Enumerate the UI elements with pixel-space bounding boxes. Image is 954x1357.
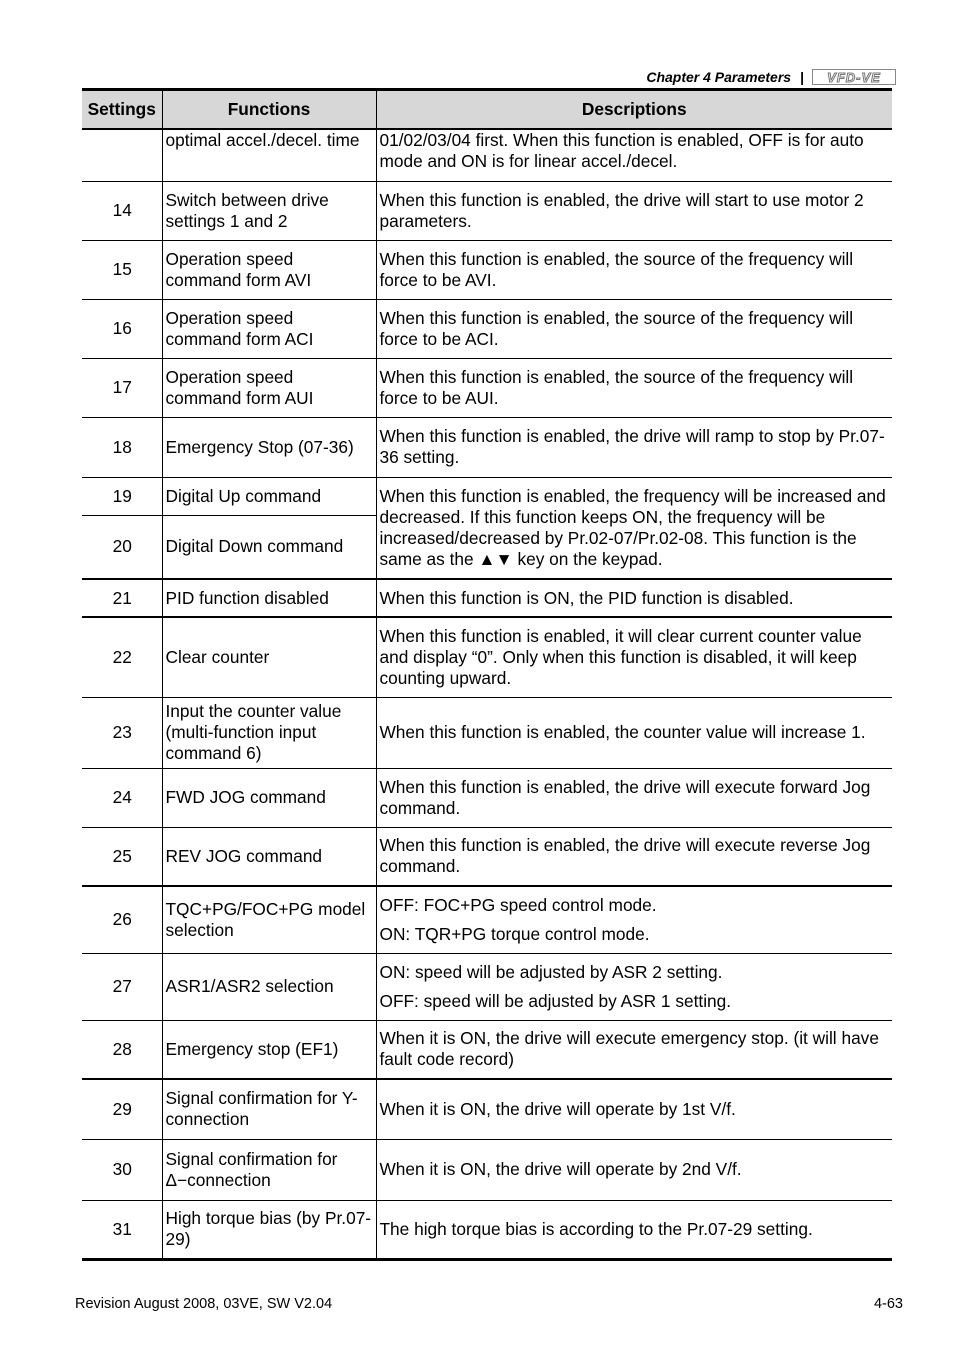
- setting-cell: 21: [82, 579, 162, 617]
- table-row: [82, 240, 892, 299]
- description-cell: [376, 953, 892, 1020]
- function-cell: Signal confirmation for Y-connection: [162, 1079, 376, 1139]
- table-row: [82, 827, 892, 886]
- logo-text: VFD-VE: [827, 69, 881, 85]
- table-row: [82, 129, 892, 181]
- setting-cell: 17: [82, 358, 162, 417]
- function-cell: Signal confirmation for Δ−connection: [162, 1139, 376, 1200]
- parameter-settings-table: [82, 88, 892, 1261]
- description-cell: When this function is enabled, the source of the frequency will force to be ACI.: [376, 299, 892, 358]
- table-row: [82, 1200, 892, 1259]
- function-cell: Emergency Stop (07-36): [162, 417, 376, 477]
- description-line: ON: TQR+PG torque control mode.: [379, 923, 650, 944]
- table-row: [82, 358, 892, 417]
- function-cell: Emergency stop (EF1): [162, 1020, 376, 1079]
- table-row: [82, 477, 892, 515]
- table-header-row: [82, 90, 892, 130]
- setting-cell: 15: [82, 240, 162, 299]
- description-cell: 01/02/03/04 first. When this function is enabled, OFF is for auto mode and ON is for linear accel./decel.: [376, 129, 892, 181]
- setting-cell: 25: [82, 827, 162, 886]
- setting-cell: 14: [82, 181, 162, 240]
- function-cell: optimal accel./decel. time: [162, 129, 376, 181]
- function-cell: Operation speed command form AVI: [162, 240, 376, 299]
- function-cell: TQC+PG/FOC+PG model selection: [162, 886, 376, 953]
- description-cell: When this function is enabled, the source of the frequency will force to be AVI.: [376, 240, 892, 299]
- description-cell: [376, 886, 892, 953]
- table-row: [82, 1079, 892, 1139]
- setting-cell: 31: [82, 1200, 162, 1259]
- function-cell: Input the counter value (multi-function input command 6): [162, 697, 376, 768]
- function-cell: Digital Down command: [162, 515, 376, 579]
- page-number: 4-63: [873, 1296, 903, 1312]
- description-cell-merged: When this function is enabled, the frequency will be increased and decreased. If this function keeps ON, the frequency will be increased/decreased by Pr.02-07/Pr.02-08. This function is the same as the ▲▼ key on the keypad.: [376, 477, 892, 579]
- description-cell: When this function is enabled, the source of the frequency will force to be AUI.: [376, 358, 892, 417]
- table-row: [82, 617, 892, 697]
- table-row: [82, 579, 892, 617]
- setting-cell: 22: [82, 617, 162, 697]
- description-cell: When this function is enabled, the drive will execute reverse Jog command.: [376, 827, 892, 886]
- chapter-title: Chapter 4 Parameters: [646, 69, 792, 85]
- table-row: [82, 1020, 892, 1079]
- table-row: [82, 1139, 892, 1200]
- setting-cell: [82, 129, 162, 181]
- revision-info: Revision August 2008, 03VE, SW V2.04: [75, 1296, 333, 1312]
- table-row: [82, 886, 892, 953]
- table-row: [82, 417, 892, 477]
- table-row: [82, 697, 892, 768]
- header-separator: |: [800, 69, 804, 85]
- col-header-settings: Settings: [82, 90, 162, 130]
- description-cell: When this function is enabled, the drive will start to use motor 2 parameters.: [376, 181, 892, 240]
- setting-cell: 28: [82, 1020, 162, 1079]
- description-cell: When this function is enabled, the drive will ramp to stop by Pr.07-36 setting.: [376, 417, 892, 477]
- setting-cell: 24: [82, 768, 162, 827]
- setting-cell: 27: [82, 953, 162, 1020]
- table-row: [82, 299, 892, 358]
- function-cell: High torque bias (by Pr.07-29): [162, 1200, 376, 1259]
- description-cell: When it is ON, the drive will execute emergency stop. (it will have fault code record): [376, 1020, 892, 1079]
- setting-cell: 20: [82, 515, 162, 579]
- function-cell: REV JOG command: [162, 827, 376, 886]
- setting-cell: 23: [82, 697, 162, 768]
- function-cell: PID function disabled: [162, 579, 376, 617]
- setting-cell: 26: [82, 886, 162, 953]
- setting-cell: 29: [82, 1079, 162, 1139]
- table-row: [82, 953, 892, 1020]
- page-footer: [75, 1296, 903, 1312]
- description-cell: When this function is enabled, the counter value will increase 1.: [376, 697, 892, 768]
- description-cell: When this function is enabled, the drive will execute forward Jog command.: [376, 768, 892, 827]
- description-cell: When this function is ON, the PID function is disabled.: [376, 579, 892, 617]
- description-line: OFF: speed will be adjusted by ASR 1 setting.: [379, 990, 732, 1011]
- function-cell: Digital Up command: [162, 477, 376, 515]
- description-cell: When this function is enabled, it will clear current counter value and display “0”. Only when this function is disabled, it will keep counting upward.: [376, 617, 892, 697]
- page-header: [646, 66, 896, 88]
- table-row: [82, 768, 892, 827]
- function-cell: FWD JOG command: [162, 768, 376, 827]
- setting-cell: 16: [82, 299, 162, 358]
- function-cell: Clear counter: [162, 617, 376, 697]
- col-header-descriptions: Descriptions: [376, 90, 892, 130]
- setting-cell: 18: [82, 417, 162, 477]
- description-cell: When it is ON, the drive will operate by 2nd V/f.: [376, 1139, 892, 1200]
- setting-cell: 30: [82, 1139, 162, 1200]
- description-cell: When it is ON, the drive will operate by 1st V/f.: [376, 1079, 892, 1139]
- vfd-ve-logo: [812, 69, 896, 85]
- setting-cell: 19: [82, 477, 162, 515]
- function-cell: Operation speed command form AUI: [162, 358, 376, 417]
- description-cell: The high torque bias is according to the Pr.07-29 setting.: [376, 1200, 892, 1259]
- table-row: [82, 181, 892, 240]
- description-line: ON: speed will be adjusted by ASR 2 setting.: [379, 961, 723, 982]
- description-line: OFF: FOC+PG speed control mode.: [379, 894, 657, 915]
- function-cell: Switch between drive settings 1 and 2: [162, 181, 376, 240]
- col-header-functions: Functions: [162, 90, 376, 130]
- function-cell: Operation speed command form ACI: [162, 299, 376, 358]
- function-cell: ASR1/ASR2 selection: [162, 953, 376, 1020]
